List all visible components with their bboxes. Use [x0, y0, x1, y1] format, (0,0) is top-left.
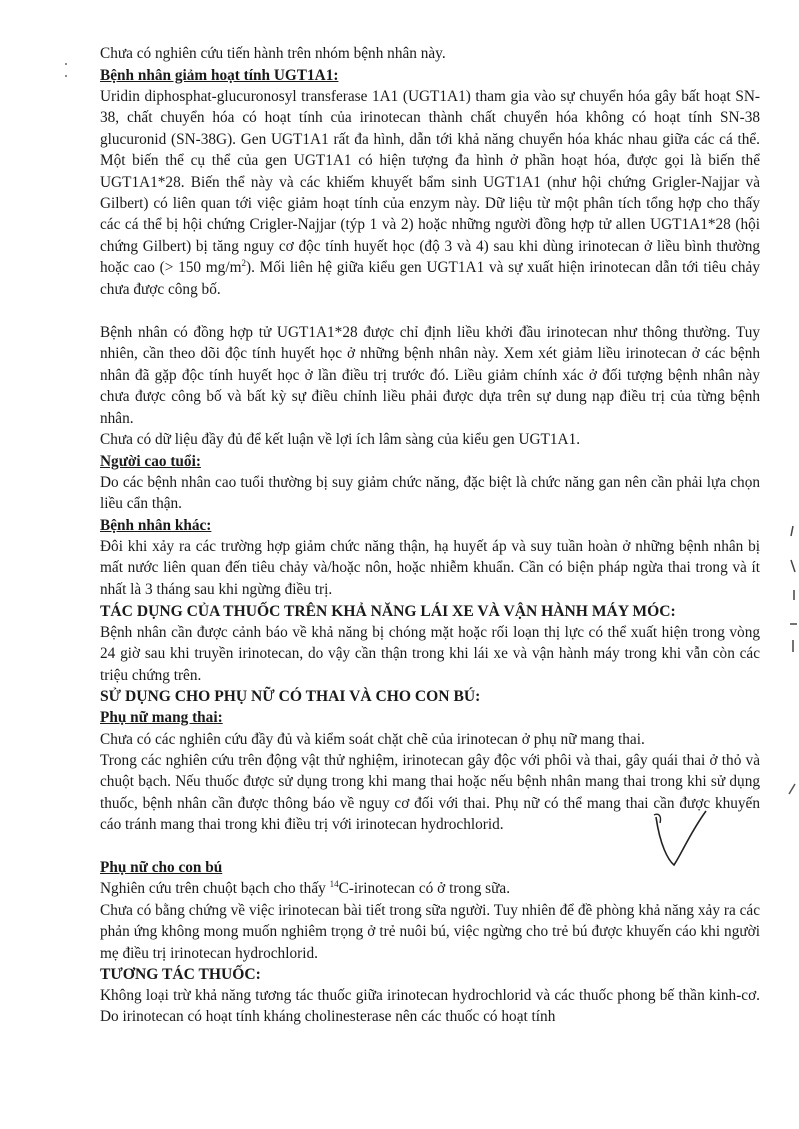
- paragraph-lactation-animal: Nghiên cứu trên chuột bạch cho thấy $^{14}$C-irinotecan có ở trong sữa.: [100, 878, 511, 897]
- paragraph-lactation-human: Chưa có bằng chứng về việc irinotecan bài tiết trong sữa người. Tuy nhiên để đề phòng khả năng xảy ra các phản ứng không mong muốn nghiêm trọng ở trẻ nuôi bú, việc ngừng cho trẻ bú được khuyến cáo khi người mẹ điều trị irinotecan hydrochlorid.: [100, 902, 760, 962]
- heading-other-patients: Bệnh nhân khác:: [100, 517, 212, 534]
- paragraph-intro: Chưa có nghiên cứu tiến hành trên nhóm bệnh nhân này.: [100, 45, 446, 62]
- scan-edge-mark-lower: [786, 780, 798, 800]
- heading-pregnancy-lactation: SỬ DỤNG CHO PHỤ NỮ CÓ THAI VÀ CHO CON BÚ:: [100, 688, 481, 705]
- heading-interactions: TƯƠNG TÁC THUỐC:: [100, 966, 261, 983]
- handwritten-mark: [650, 805, 710, 875]
- paragraph-elderly: Do các bệnh nhân cao tuổi thường bị suy giảm chức năng, đặc biệt là chức năng gan nên cần phải lựa chọn liều cẩn thận.: [100, 474, 760, 513]
- paragraph-interactions: Không loại trừ khả năng tương tác thuốc giữa irinotecan hydrochlorid và các thuốc phong bế thần kinh-cơ. Do irinotecan có hoạt tính kháng cholinesterase nên các thuốc có hoạt tính: [100, 987, 760, 1026]
- heading-pregnancy: Phụ nữ mang thai:: [100, 709, 223, 726]
- paragraph-ugt1a1-dosing: Bệnh nhân có đồng hợp tử UGT1A1*28 được chỉ định liều khởi đầu irinotecan như thông thường. Tuy nhiên, cần theo dõi độc tính huyết học ở những bệnh nhân này. Xem xét giảm liều irinotecan ở các bệnh nhân đã gặp độc tính huyết học ở lần điều trị trước đó. Liều giảm chính xác ở đối tượng bệnh nhân này chưa được công bố và bất kỳ sự điều chỉnh liều phải được dựa trên sự dung nạp điều trị của từng bệnh nhân.: [100, 324, 760, 427]
- scan-dot-marks: [62, 60, 70, 80]
- paragraph-pregnancy-animal: Trong các nghiên cứu trên động vật thử nghiệm, irinotecan gây độc với phôi và thai, gây quái thai ở thỏ và chuột bạch. Nếu thuốc được sử dụng trong khi mang thai hoặc nếu bệnh nhân mang thai trong khi sử dụng thuốc, bệnh nhân cần được thông báo về nguy cơ đối với thai. Phụ nữ có thể mang thai cần được khuyến cáo tránh mang thai trong khi điều trị với irinotecan hydrochlorid.: [100, 752, 760, 834]
- paragraph-ugt1a1-description: Uridin diphosphat-glucuronosyl transferase 1A1 (UGT1A1) tham gia vào sự chuyển hóa gây bất hoạt SN-38, chất chuyển hóa có hoạt tính của irinotecan thành chất chuyển hóa không có hoạt tính SN-38 glucuronid (SN-38G). Gen UGT1A1 rất đa hình, dẫn tới khả năng chuyển hóa khác nhau giữa các cá thể. Một biến thể cụ thể của gen UGT1A1 có hiện tượng đa hình ở phần hoạt hóa, được gọi là biến thể UGT1A1*28. Biến thể này và các khiếm khuyết bẩm sinh UGT1A1 (như hội chứng Grigler-Najjar và Gilbert) có liên quan tới việc giảm hoạt tính của enzym này. Dữ liệu từ một phân tích tổng hợp cho thấy các cá thể bị hội chứng Crigler-Najjar (týp 1 và 2) hoặc những người đồng hợp tử allen UGT1A1*28 (hội chứng Gilbert) bị tăng nguy cơ độc tính huyết học (độ 3 và 4) sau khi dùng irinotecan ở liều bình thường hoặc cao (> 150 $mg/m^2$). Mối liên hệ giữa kiểu gen UGT1A1 và sự xuất hiện irinotecan dẫn tới tiêu chảy chưa được công bố.: [100, 88, 760, 298]
- paragraph-driving: Bệnh nhân cần được cảnh báo về khả năng bị chóng mặt hoặc rối loạn thị lực có thể xuất hiện trong vòng 24 giờ sau khi truyền irinotecan, do vậy cần thận trong khi lái xe và vận hành máy trong khi vẫn còn các triệu chứng trên.: [100, 624, 760, 684]
- heading-lactation: Phụ nữ cho con bú: [100, 859, 223, 876]
- paragraph-pregnancy-studies: Chưa có các nghiên cứu đầy đủ và kiểm soát chặt chẽ của irinotecan ở phụ nữ mang thai.: [100, 731, 645, 748]
- heading-elderly: Người cao tuổi:: [100, 453, 201, 470]
- paragraph-other-patients: Đôi khi xảy ra các trường hợp giảm chức năng thận, hạ huyết áp và suy tuần hoàn ở những bệnh nhân bị mất nước liên quan đến tiêu chảy và/hoặc nôn, hoặc nhiễm khuẩn. Cần có biện pháp ngừa thai trong và ít nhất là 3 tháng sau khi ngừng điều trị.: [100, 538, 760, 598]
- scan-edge-marks: [785, 520, 799, 660]
- paragraph-ugt1a1-conclusion: Chưa có dữ liệu đầy đủ để kết luận về lợi ích lâm sàng của kiểu gen UGT1A1.: [100, 431, 581, 448]
- heading-driving: TÁC DỤNG CỦA THUỐC TRÊN KHẢ NĂNG LÁI XE VÀ VẬN HÀNH MÁY MÓC:: [100, 603, 676, 620]
- heading-ugt1a1: Bệnh nhân giảm hoạt tính UGT1A1:: [100, 67, 339, 84]
